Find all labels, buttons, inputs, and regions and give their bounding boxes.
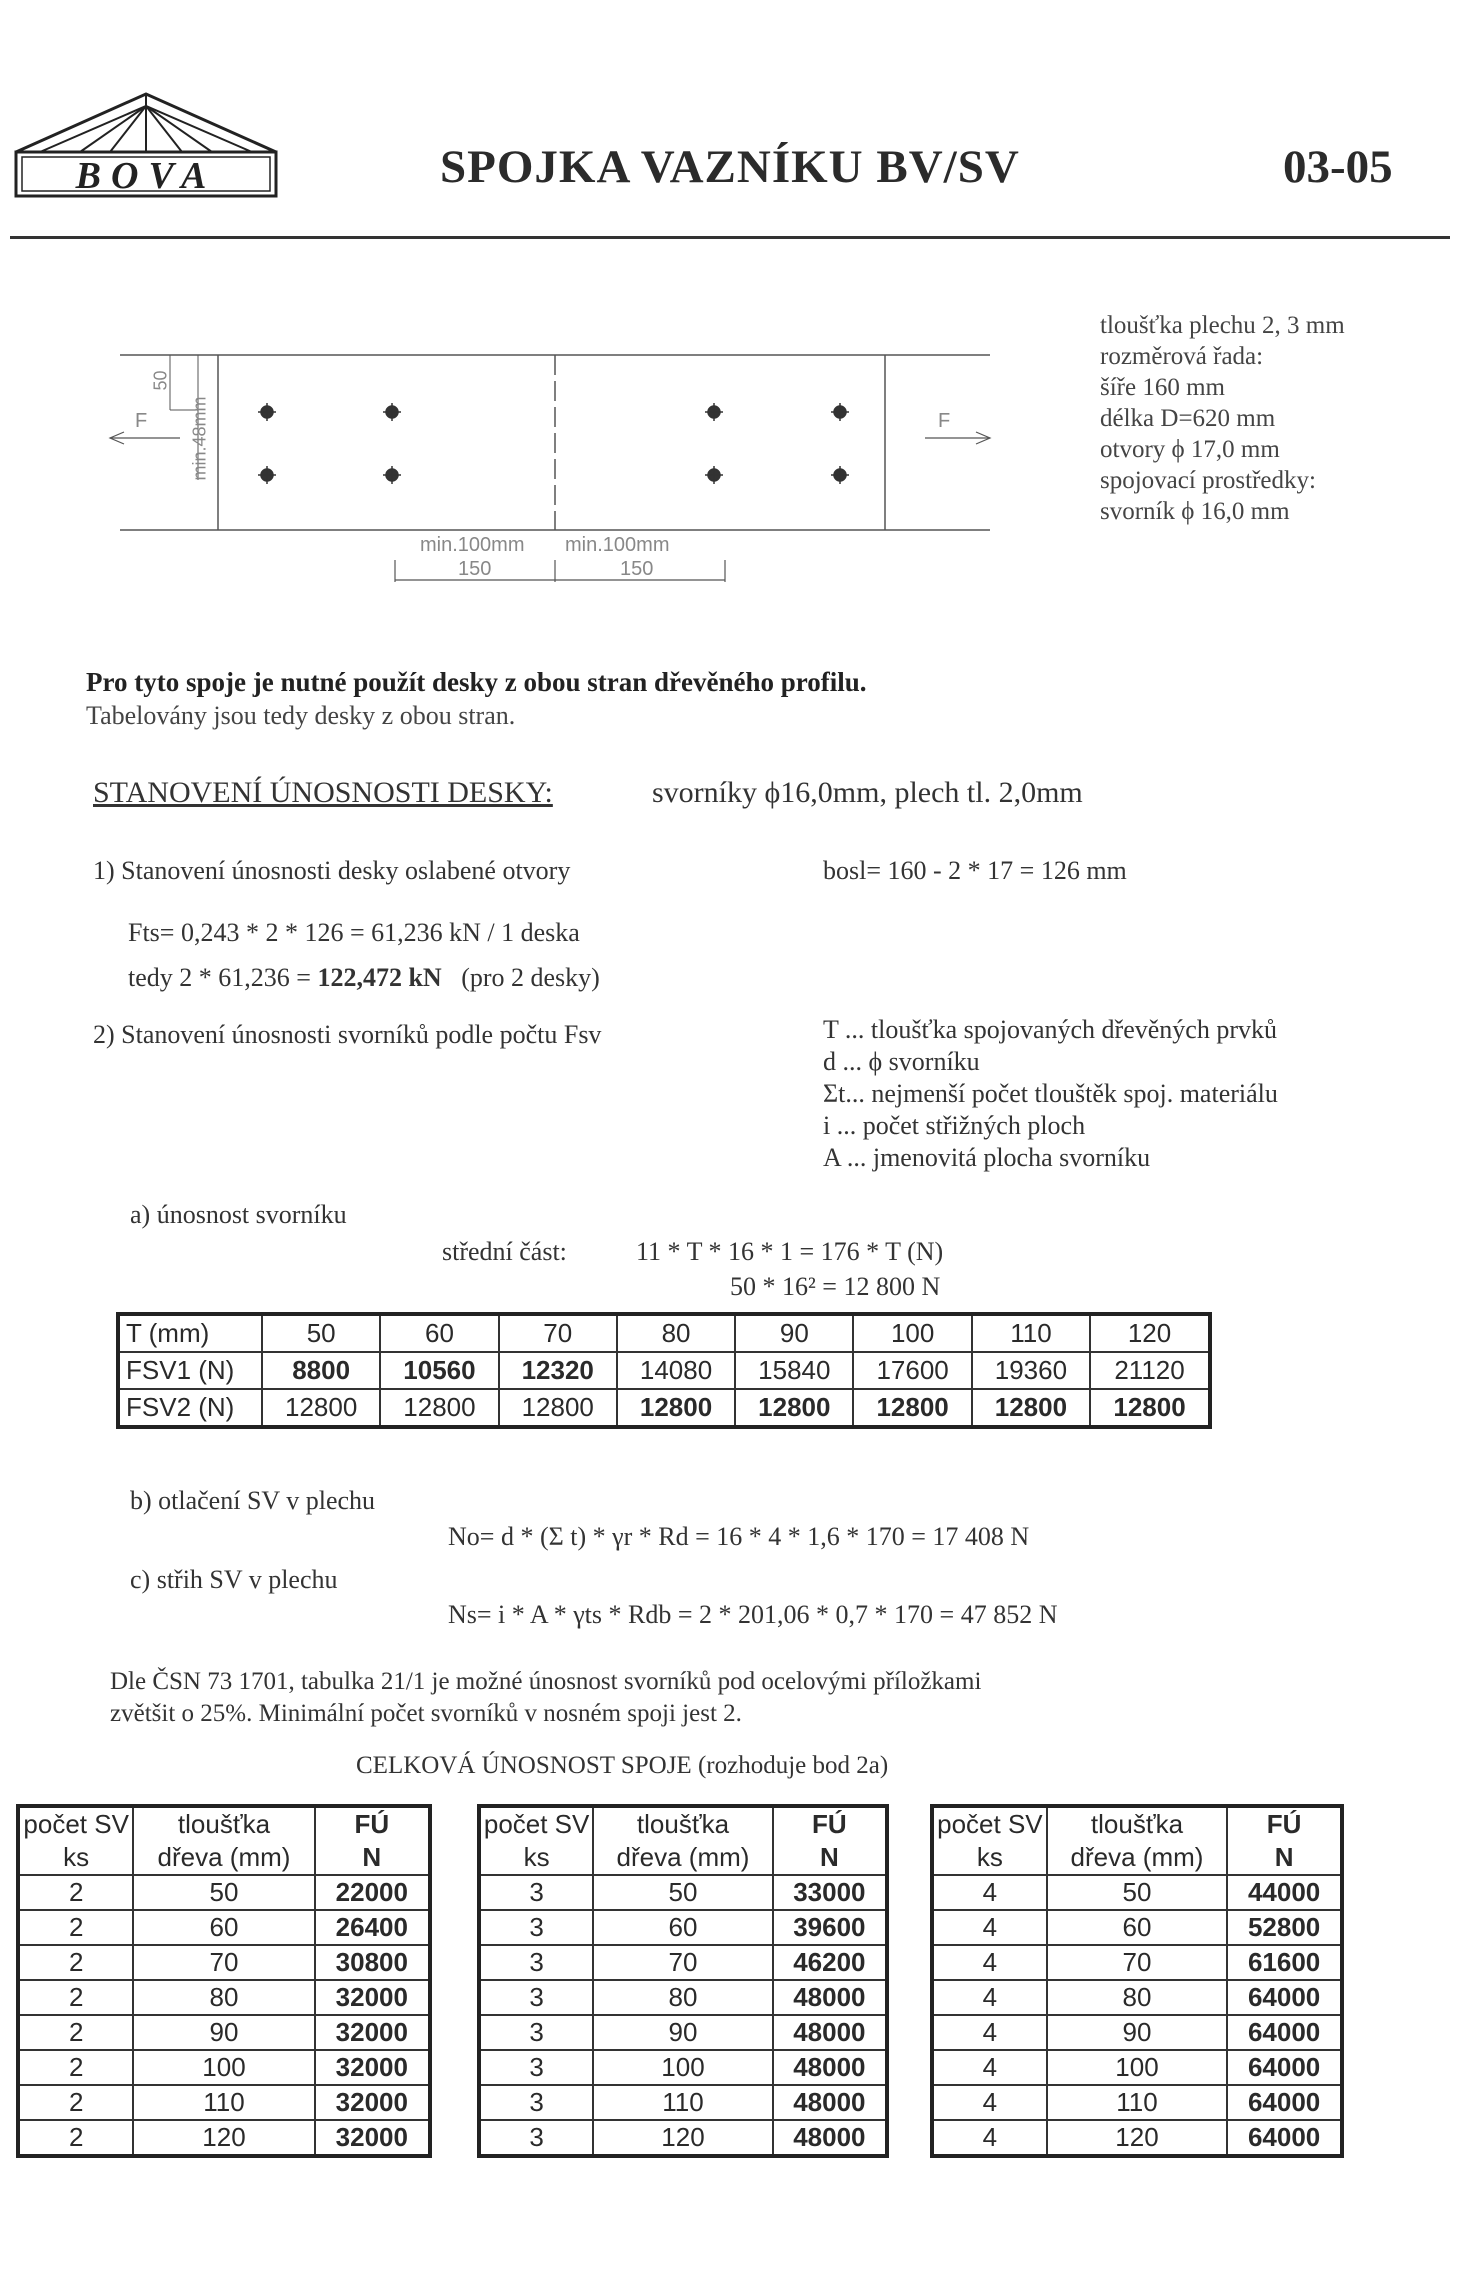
cell-capacity: 30800 xyxy=(315,1945,430,1980)
cell-thickness: 70 xyxy=(133,1945,314,1980)
table-cell: 12800 xyxy=(499,1389,617,1427)
table-cell: 10560 xyxy=(380,1352,498,1389)
legend-line: d ... ϕ svorníku xyxy=(823,1047,980,1076)
fts-formula: Fts= 0,243 * 2 * 126 = 61,236 kN / 1 deska xyxy=(128,918,580,947)
cell-capacity: 32000 xyxy=(315,2120,430,2156)
header-tloustka: tloušťka xyxy=(1047,1806,1227,1841)
header-fu: FÚ xyxy=(773,1806,887,1841)
cell-capacity: 26400 xyxy=(315,1910,430,1945)
table-row xyxy=(18,1875,430,1910)
bosl-formula: bosl= 160 - 2 * 17 = 126 mm xyxy=(823,856,1127,885)
cell-thickness: 80 xyxy=(1047,1980,1227,2015)
cell-capacity: 32000 xyxy=(315,2050,430,2085)
note-bold: Pro tyto spoje je nutné použít desky z obou stran dřevěného profilu. xyxy=(86,667,867,697)
part-b-formula: No= d * (Σ t) * γr * Rd = 16 * 4 * 1,6 * 170 = 17 408 N xyxy=(448,1522,1030,1551)
part-c-formula: Ns= i * A * γts * Rdb = 2 * 201,06 * 0,7 * 170 = 47 852 N xyxy=(448,1600,1058,1629)
cell-thickness: 90 xyxy=(593,2015,773,2050)
cell-thickness: 100 xyxy=(593,2050,773,2085)
cell-count: 4 xyxy=(932,2015,1047,2050)
part-b-label: b) otlačení SV v plechu xyxy=(130,1486,376,1515)
connection-diagram xyxy=(90,340,1020,600)
table-row xyxy=(479,1806,887,1841)
table-cell: 12800 xyxy=(1090,1389,1210,1427)
table-row xyxy=(479,1980,887,2015)
cell-count: 4 xyxy=(932,1945,1047,1980)
table-cell: 110 xyxy=(972,1314,1090,1352)
table-cell: 50 xyxy=(262,1314,380,1352)
dimension-150-left: 150 xyxy=(458,558,492,580)
table-row xyxy=(479,1875,887,1910)
header-fu: FÚ xyxy=(315,1806,430,1841)
cell-capacity: 48000 xyxy=(773,2085,887,2120)
table-row xyxy=(18,2085,430,2120)
cell-capacity: 48000 xyxy=(773,2050,887,2085)
cell-capacity: 64000 xyxy=(1227,1980,1342,2015)
cell-count: 3 xyxy=(479,2015,593,2050)
cell-capacity: 64000 xyxy=(1227,2015,1342,2050)
cell-thickness: 70 xyxy=(1047,1945,1227,1980)
cell-count: 3 xyxy=(479,1910,593,1945)
cell-count: 2 xyxy=(18,1910,133,1945)
cell-count: 4 xyxy=(932,2120,1047,2156)
table-row xyxy=(932,1980,1342,2015)
capacity-table-3-bolts xyxy=(477,1804,889,2158)
capacity-table-2-bolts xyxy=(16,1804,432,2158)
table-row xyxy=(479,1910,887,1945)
cell-count: 2 xyxy=(18,1980,133,2015)
table-row xyxy=(18,2050,430,2085)
table-cell: 17600 xyxy=(853,1352,971,1389)
cell-capacity: 44000 xyxy=(1227,1875,1342,1910)
page-code: 03-05 xyxy=(1283,141,1393,193)
table-cell: 19360 xyxy=(972,1352,1090,1389)
step2-label: 2) Stanovení únosnosti svorníků podle počtu Fsv xyxy=(93,1020,602,1049)
csn-note-line2: zvětšit o 25%. Minimální počet svorníků v nosném spoji jest 2. xyxy=(110,1700,742,1727)
table-row xyxy=(479,2120,887,2156)
table-cell: 90 xyxy=(735,1314,853,1352)
stredni-label: střední část: xyxy=(442,1237,567,1266)
spec-line: délka D=620 mm xyxy=(1100,405,1276,432)
cell-count: 4 xyxy=(932,1980,1047,2015)
cell-capacity: 64000 xyxy=(1227,2120,1342,2156)
table-cell: 70 xyxy=(499,1314,617,1352)
part-c-label: c) střih SV v plechu xyxy=(130,1565,338,1594)
cell-capacity: 48000 xyxy=(773,2120,887,2156)
cell-thickness: 80 xyxy=(133,1980,314,2015)
table-row xyxy=(479,2050,887,2085)
header-n: N xyxy=(773,1841,887,1875)
cell-capacity: 48000 xyxy=(773,2015,887,2050)
header-ks: ks xyxy=(18,1841,133,1875)
cell-thickness: 100 xyxy=(133,2050,314,2085)
formula-176T: 11 * T * 16 * 1 = 176 * T (N) xyxy=(636,1237,944,1266)
cell-capacity: 48000 xyxy=(773,1980,887,2015)
cell-capacity: 32000 xyxy=(315,1980,430,2015)
spec-line: rozměrová řada: xyxy=(1100,343,1264,370)
cell-capacity: 39600 xyxy=(773,1910,887,1945)
cell-count: 4 xyxy=(932,1910,1047,1945)
capacity-table-4-bolts xyxy=(930,1804,1344,2158)
bova-logo xyxy=(10,92,282,202)
table-cell: 60 xyxy=(380,1314,498,1352)
cell-count: 2 xyxy=(18,2120,133,2156)
table-cell: 80 xyxy=(617,1314,735,1352)
section-heading: STANOVENÍ ÚNOSNOSTI DESKY: xyxy=(93,776,553,809)
tedy-prefix: tedy 2 * 61,236 = xyxy=(128,963,318,992)
spec-line: spojovací prostředky: xyxy=(1100,467,1316,494)
force-label-left: F xyxy=(135,410,148,432)
bolt-capacity-table xyxy=(116,1312,1212,1429)
header-pocet-sv: počet SV xyxy=(479,1806,593,1841)
dimension-min48: min.48mm xyxy=(189,396,210,481)
cell-thickness: 120 xyxy=(133,2120,314,2156)
cell-thickness: 110 xyxy=(133,2085,314,2120)
force-label-right: F xyxy=(938,410,951,432)
cell-thickness: 60 xyxy=(593,1910,773,1945)
table-row xyxy=(18,1945,430,1980)
tedy-suffix: (pro 2 desky) xyxy=(461,963,600,992)
table-cell: 8800 xyxy=(262,1352,380,1389)
table-row xyxy=(932,1945,1342,1980)
legend-line: A ... jmenovitá plocha svorníku xyxy=(823,1143,1151,1172)
spec-line: šíře 160 mm xyxy=(1100,374,1225,401)
row-label-fsv2: FSV2 (N) xyxy=(118,1389,262,1427)
legend-line: T ... tloušťka spojovaných dřevěných prvků xyxy=(823,1015,1277,1044)
cell-capacity: 64000 xyxy=(1227,2050,1342,2085)
cell-thickness: 70 xyxy=(593,1945,773,1980)
cell-count: 3 xyxy=(479,1945,593,1980)
table-row xyxy=(18,1910,430,1945)
header-dreva-mm: dřeva (mm) xyxy=(1047,1841,1227,1875)
table-row xyxy=(932,2015,1342,2050)
header-n: N xyxy=(315,1841,430,1875)
cell-capacity: 33000 xyxy=(773,1875,887,1910)
legend-line: Σt... nejmenší počet tlouštěk spoj. materiálu xyxy=(823,1079,1278,1108)
header-ks: ks xyxy=(479,1841,593,1875)
cell-count: 4 xyxy=(932,2050,1047,2085)
cell-capacity: 61600 xyxy=(1227,1945,1342,1980)
cell-count: 2 xyxy=(18,2050,133,2085)
table-cell: 12800 xyxy=(262,1389,380,1427)
tedy-result: 122,472 kN xyxy=(317,963,442,992)
cell-count: 3 xyxy=(479,2050,593,2085)
row-label-fsv1: FSV1 (N) xyxy=(118,1352,262,1389)
cell-count: 4 xyxy=(932,1875,1047,1910)
table-row xyxy=(932,2120,1342,2156)
header-ks: ks xyxy=(932,1841,1047,1875)
cell-thickness: 60 xyxy=(133,1910,314,1945)
formula-12800: 50 * 16² = 12 800 N xyxy=(730,1272,941,1301)
part-a-label: a) únosnost svorníku xyxy=(130,1200,347,1229)
cell-thickness: 50 xyxy=(133,1875,314,1910)
table-row xyxy=(18,2015,430,2050)
cell-thickness: 120 xyxy=(593,2120,773,2156)
cell-count: 2 xyxy=(18,1945,133,1980)
spec-list xyxy=(1100,310,1345,527)
cell-thickness: 50 xyxy=(1047,1875,1227,1910)
cell-count: 3 xyxy=(479,2120,593,2156)
cell-thickness: 110 xyxy=(1047,2085,1227,2120)
dimension-150-right: 150 xyxy=(620,558,654,580)
header-dreva-mm: dřeva (mm) xyxy=(593,1841,773,1875)
header-fu: FÚ xyxy=(1227,1806,1342,1841)
cell-capacity: 32000 xyxy=(315,2085,430,2120)
spec-line: tloušťka plechu 2, 3 mm xyxy=(1100,312,1345,339)
table-row xyxy=(479,1945,887,1980)
section-subheading: svorníky ϕ16,0mm, plech tl. 2,0mm xyxy=(652,776,1083,809)
table-row xyxy=(479,1841,887,1875)
tedy-line xyxy=(128,963,600,993)
header-tloustka: tloušťka xyxy=(133,1806,314,1841)
cell-count: 3 xyxy=(479,1875,593,1910)
table-row xyxy=(18,1980,430,2015)
table-row xyxy=(932,2050,1342,2085)
step1-label: 1) Stanovení únosnosti desky oslabené otvory xyxy=(93,856,571,885)
cell-count: 2 xyxy=(18,1875,133,1910)
csn-note-line1: Dle ČSN 73 1701, tabulka 21/1 je možné únosnost svorníků pod ocelovými příložkami xyxy=(110,1668,982,1695)
header-dreva-mm: dřeva (mm) xyxy=(133,1841,314,1875)
table-cell: 12320 xyxy=(499,1352,617,1389)
cell-count: 3 xyxy=(479,2085,593,2120)
header-tloustka: tloušťka xyxy=(593,1806,773,1841)
table-cell: 12800 xyxy=(735,1389,853,1427)
cell-thickness: 100 xyxy=(1047,2050,1227,2085)
table-cell: 14080 xyxy=(617,1352,735,1389)
table-row xyxy=(932,1841,1342,1875)
cell-count: 3 xyxy=(479,1980,593,2015)
symbol-legend xyxy=(823,1014,1278,1174)
table-cell: 15840 xyxy=(735,1352,853,1389)
page-title: SPOJKA VAZNÍKU BV/SV xyxy=(440,141,1020,193)
dimension-min100-right: min.100mm xyxy=(565,534,670,556)
cell-capacity: 52800 xyxy=(1227,1910,1342,1945)
table-row xyxy=(118,1352,1210,1389)
table-cell: 100 xyxy=(853,1314,971,1352)
cell-thickness: 90 xyxy=(1047,2015,1227,2050)
table-cell: 12800 xyxy=(853,1389,971,1427)
table-cell: 12800 xyxy=(380,1389,498,1427)
table-row xyxy=(18,1806,430,1841)
cell-count: 2 xyxy=(18,2015,133,2050)
cell-thickness: 80 xyxy=(593,1980,773,2015)
table-row xyxy=(932,2085,1342,2120)
cell-capacity: 46200 xyxy=(773,1945,887,1980)
table-row xyxy=(118,1314,1210,1352)
spec-line: svorník ϕ 16,0 mm xyxy=(1100,498,1290,525)
table-row xyxy=(932,1806,1342,1841)
table-row xyxy=(18,2120,430,2156)
table-cell: 21120 xyxy=(1090,1352,1210,1389)
spec-line: otvory ϕ 17,0 mm xyxy=(1100,436,1280,463)
table-cell: 12800 xyxy=(617,1389,735,1427)
cell-thickness: 120 xyxy=(1047,2120,1227,2156)
cell-thickness: 60 xyxy=(1047,1910,1227,1945)
celkova-title: CELKOVÁ ÚNOSNOST SPOJE (rozhoduje bod 2a) xyxy=(356,1752,889,1779)
header-divider xyxy=(10,236,1450,239)
cell-capacity: 22000 xyxy=(315,1875,430,1910)
dimension-50: 50 xyxy=(150,370,171,391)
table-row xyxy=(479,2085,887,2120)
cell-capacity: 64000 xyxy=(1227,2085,1342,2120)
note-normal: Tabelovány jsou tedy desky z obou stran. xyxy=(86,701,516,730)
table-row xyxy=(932,1910,1342,1945)
header-n: N xyxy=(1227,1841,1342,1875)
header-pocet-sv: počet SV xyxy=(932,1806,1047,1841)
table-row xyxy=(932,1875,1342,1910)
dimension-min100-left: min.100mm xyxy=(420,534,525,556)
legend-line: i ... počet střižných ploch xyxy=(823,1111,1086,1140)
cell-capacity: 32000 xyxy=(315,2015,430,2050)
table-row xyxy=(18,1841,430,1875)
table-row xyxy=(118,1389,1210,1427)
table-row xyxy=(479,2015,887,2050)
cell-thickness: 90 xyxy=(133,2015,314,2050)
table-cell: 12800 xyxy=(972,1389,1090,1427)
cell-count: 4 xyxy=(932,2085,1047,2120)
cell-count: 2 xyxy=(18,2085,133,2120)
table-cell: 120 xyxy=(1090,1314,1210,1352)
row-label-T: T (mm) xyxy=(118,1314,262,1352)
cell-thickness: 50 xyxy=(593,1875,773,1910)
cell-thickness: 110 xyxy=(593,2085,773,2120)
logo-text: BOVA xyxy=(75,155,217,197)
header-pocet-sv: počet SV xyxy=(18,1806,133,1841)
